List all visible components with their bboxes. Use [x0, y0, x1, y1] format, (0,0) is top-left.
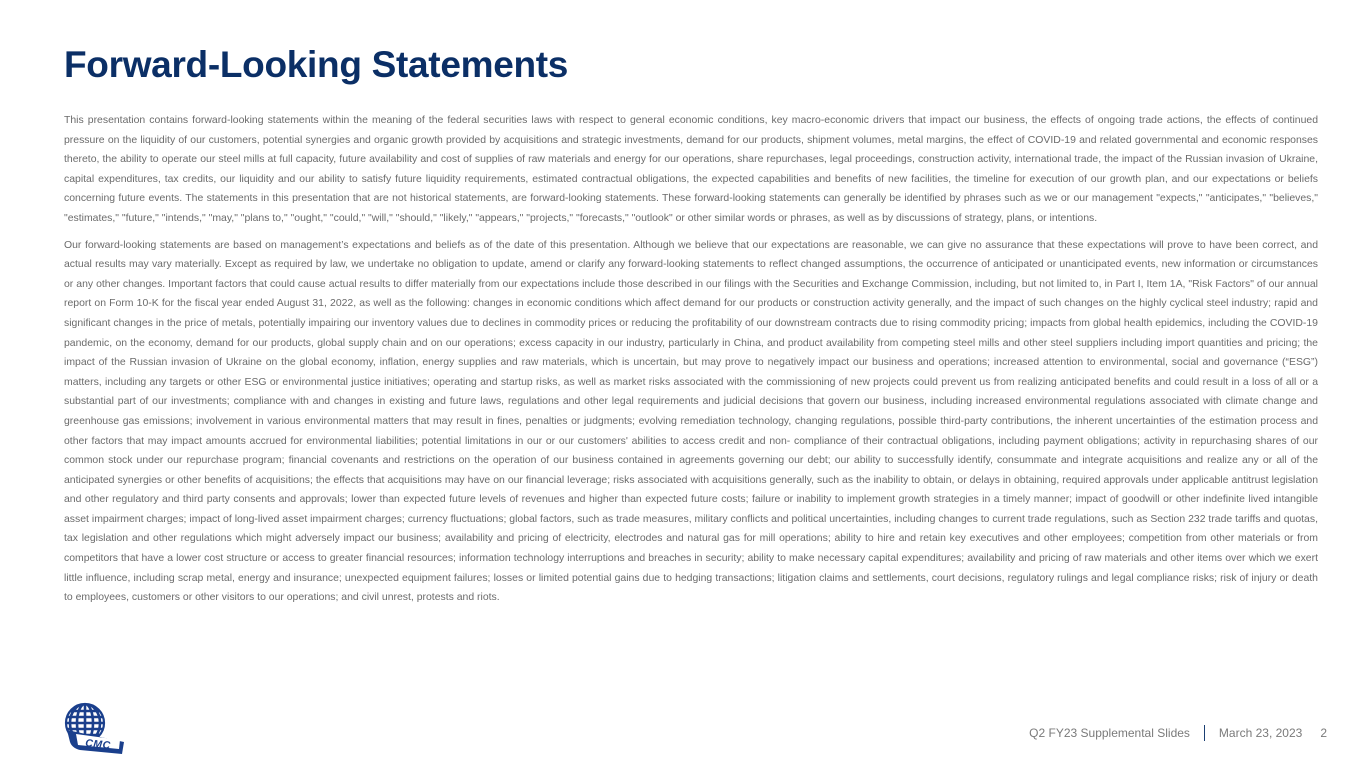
- presentation-date: March 23, 2023: [1218, 726, 1303, 740]
- paragraph-intro: This presentation contains forward-looking statements within the meaning of the federal securities laws with respect to general economic conditions, key macro-economic drivers that impact our business, the effects of ongoing trade actions, the effects of continued pressure on the liquidity of our customers, potential synergies and organic growth provided by acquisitions and strategic investments, demand for our products, shipment volumes, metal margins, the effect of COVID-19 and related governmental and economic responses thereto, the ability to operate our steel mills at full capacity, future availability and cost of supplies of raw materials and energy for our operations, share repurchases, legal proceedings, construction activity, international trade, the impact of the Russian invasion of Ukraine, capital expenditures, tax credits, our liquidity and our ability to satisfy future liquidity requirements, estimated contractual obligations, the expected capabilities and benefits of new facilities, the timeline for execution of our growth plan, and our expectations or beliefs concerning future events. The statements in this presentation that are not historical statements, are forward-looking statements. These forward-looking statements can generally be identified by phrases such as we or our management "expects," "anticipates," "believes," "estimates," "future," "intends," "may," "plans to," "ought," "could," "will," "should," "likely," "appears," "projects," "forecasts," "outlook" or other similar words or phrases, as well as by discussions of strategy, plans, or intentions.: [64, 115, 1318, 224]
- footer-separator: [1204, 725, 1205, 741]
- logo-text: CMC: [84, 737, 112, 752]
- cmc-logo: [62, 702, 128, 758]
- deck-name: Q2 FY23 Supplemental Slides: [1029, 726, 1190, 740]
- page-number: 2: [1320, 726, 1327, 740]
- paragraph-risk-factors: Our forward-looking statements are based on management’s expectations and beliefs as of the date of this presentation. Although we believe that our expectations are reasonable, we can give no assurance that these expectations will prove to have been correct, and actual results may vary materially. Except as required by law, we undertake no obligation to update, amend or clarify any forward-looking statements to reflect changed assumptions, the occurrence of anticipated or unanticipated events, new information or circumstances or any other changes. Important factors that could cause actual results to differ materially from our expectations include those described in our filings with the Securities and Exchange Commission, including, but not limited to, in Part I, Item 1A, "Risk Factors" of our annual report on Form 10-K for the fiscal year ended August 31, 2022, as well as the following: changes in economic conditions which affect demand for our products or construction activity generally, and the impact of such changes on the highly cyclical steel industry; rapid and significant changes in the price of metals, potentially impairing our inventory values due to declines in commodity prices or reducing the profitability of our downstream contracts due to rising commodity pricing; impacts from global health epidemics, including the COVID-19 pandemic, on the economy, demand for our products, global supply chain and on our operations; excess capacity in our industry, particularly in China, and product availability from competing steel mills and other steel suppliers including import quantities and pricing; the impact of the Russian invasion of Ukraine on the global economy, inflation, energy supplies and raw materials, which is uncertain, but may prove to negatively impact our business and operations; increased attention to environmental, social and governance (“ESG”) matters, including any targets or other ESG or environmental justice initiatives; operating and startup risks, as well as market risks associated with the commissioning of new projects could prevent us from realizing anticipated benefits and could result in a loss of all or a substantial part of our investments; compliance with and changes in existing and future laws, regulations and other legal requirements and judicial decisions that govern our business, including increased environmental regulations associated with climate change and greenhouse gas emissions; involvement in various environmental matters that may result in fines, penalties or judgments; evolving remediation technology, changing regulations, possible third-party contributions, the inherent uncertainties of the estimation process and other factors that may impact amounts accrued for environmental liabilities; potential limitations in our or our customers' abilities to access credit and non- compliance of their contractual obligations, including payment obligations; activity in repurchasing shares of our common stock under our repurchase program; financial covenants and restrictions on the operation of our business contained in agreements governing our debt; our ability to successfully identify, consummate and integrate acquisitions and realize any or all of the anticipated synergies or other benefits of acquisitions; the effects that acquisitions may have on our financial leverage; risks associated with acquisitions generally, such as the inability to obtain, or delays in obtaining, required approvals under applicable antitrust legislation and other regulatory and third party consents and approvals; lower than expected future levels of revenues and higher than expected future costs; failure or inability to implement growth strategies in a timely manner; impact of goodwill or other indefinite lived intangible asset impairment charges; impact of long-lived asset impairment charges; currency fluctuations; global factors, such as trade measures, military conflicts and political uncertainties, including changes to current trade regulations, such as Section 232 trade tariffs and quotas, tax legislation and other regulations which might adversely impact our business; availability and pricing of electricity, electrodes and natural gas for mill operations; ability to hire and retain key executives and other employees; competition from other materials or from competitors that have a lower cost structure or access to greater financial resources; information technology interruptions and breaches in security; ability to make necessary capital expenditures; availability and pricing of raw materials and other items over which we exert little influence, including scrap metal, energy and insurance; unexpected equipment failures; losses or limited potential gains due to hedging transactions; litigation claims and settlements, court decisions, regulatory rulings and legal compliance risks; risk of injury or death to employees, customers or other visitors to our operations; and civil unrest, protests and riots.: [64, 239, 1318, 604]
- slide-title: Forward-Looking Statements: [64, 44, 569, 85]
- slide-body: [64, 111, 1318, 615]
- slide-footer: [1029, 724, 1327, 742]
- globe-icon: [62, 702, 128, 758]
